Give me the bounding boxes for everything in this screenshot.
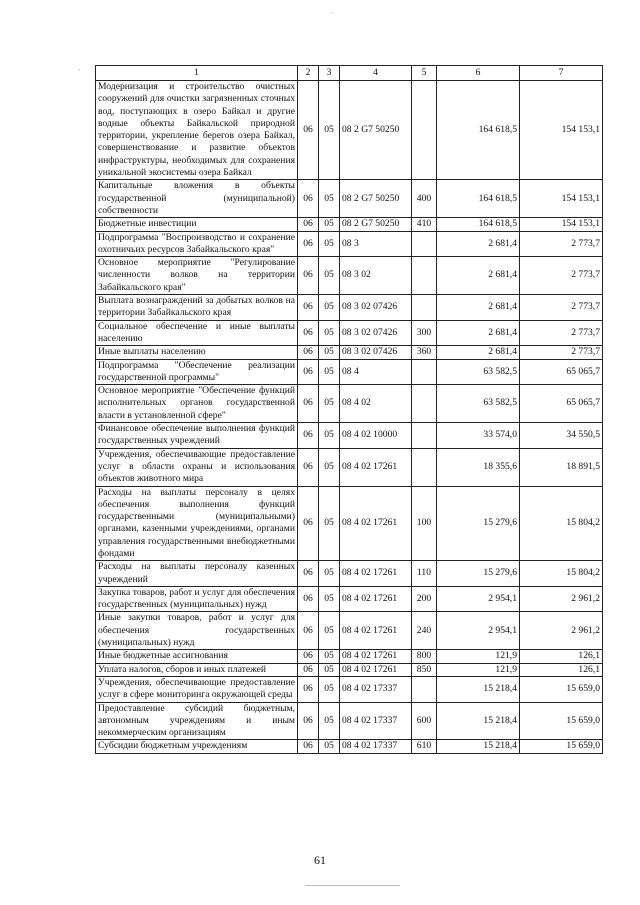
amount-year1-cell: 2 681,4 [437, 346, 520, 359]
expense-type-cell [412, 423, 437, 449]
section-code-cell: 06 [298, 650, 319, 663]
table-row [96, 385, 603, 423]
row-name-cell: Иные выплаты населению [96, 346, 298, 359]
table-row [96, 586, 603, 612]
amount-year1-cell: 18 355,6 [437, 448, 520, 486]
expense-type-cell [412, 385, 437, 423]
target-article-cell: 08 3 02 07426 [340, 320, 412, 346]
target-article-cell: 08 2 G7 50250 [340, 81, 412, 180]
subsection-code-cell: 05 [319, 702, 340, 740]
section-code-cell: 06 [298, 423, 319, 449]
expense-type-cell [412, 676, 437, 702]
row-name-cell: Выплата вознаграждений за добытых волков на территории Забайкальского края [96, 295, 298, 321]
amount-year2-cell: 34 550,5 [520, 423, 603, 449]
table-body [96, 81, 603, 754]
expense-type-cell [412, 359, 437, 385]
subsection-code-cell: 05 [319, 231, 340, 257]
section-code-cell: 06 [298, 359, 319, 385]
column-header: 5 [412, 66, 437, 81]
expense-type-cell [412, 231, 437, 257]
amount-year2-cell: 2 773,7 [520, 320, 603, 346]
amount-year2-cell: 154 153,1 [520, 180, 603, 218]
subsection-code-cell: 05 [319, 740, 340, 753]
subsection-code-cell: 05 [319, 385, 340, 423]
expense-type-cell [412, 295, 437, 321]
target-article-cell: 08 4 02 17261 [340, 448, 412, 486]
amount-year2-cell: 15 804,2 [520, 486, 603, 561]
footer-rule [305, 885, 400, 886]
amount-year1-cell: 15 218,4 [437, 676, 520, 702]
amount-year2-cell: 2 773,7 [520, 346, 603, 359]
section-code-cell: 06 [298, 702, 319, 740]
section-code-cell: 06 [298, 486, 319, 561]
amount-year2-cell: 2 773,7 [520, 295, 603, 321]
table-row [96, 702, 603, 740]
section-code-cell: 06 [298, 295, 319, 321]
target-article-cell: 08 4 02 [340, 385, 412, 423]
table-row [96, 612, 603, 650]
table-header-row [96, 66, 603, 81]
row-name-cell: Расходы на выплаты персоналу в целях обеспечения выполнения функций государственными (муниципальными) органами, казенными учреждениями, органами управления государственными внебюджетными фондами [96, 486, 298, 561]
section-code-cell: 06 [298, 231, 319, 257]
table-row [96, 81, 603, 180]
amount-year2-cell: 126,1 [520, 650, 603, 663]
amount-year2-cell: 65 065,7 [520, 385, 603, 423]
target-article-cell: 08 4 02 17261 [340, 663, 412, 676]
amount-year1-cell: 164 618,5 [437, 81, 520, 180]
table-row [96, 218, 603, 231]
expense-type-cell: 300 [412, 320, 437, 346]
amount-year2-cell: 18 891,5 [520, 448, 603, 486]
target-article-cell: 08 4 02 17337 [340, 702, 412, 740]
amount-year1-cell: 121,9 [437, 650, 520, 663]
amount-year1-cell: 15 218,4 [437, 702, 520, 740]
target-article-cell: 08 4 02 17261 [340, 586, 412, 612]
row-name-cell: Расходы на выплаты персоналу казенных учреждений [96, 561, 298, 587]
page-number: 61 [314, 853, 326, 867]
amount-year2-cell: 15 804,2 [520, 561, 603, 587]
amount-year2-cell: 2 773,7 [520, 257, 603, 295]
expense-type-cell: 240 [412, 612, 437, 650]
expense-type-cell: 200 [412, 586, 437, 612]
subsection-code-cell: 05 [319, 612, 340, 650]
section-code-cell: 06 [298, 320, 319, 346]
amount-year1-cell: 2 681,4 [437, 257, 520, 295]
section-code-cell: 06 [298, 740, 319, 753]
amount-year1-cell: 15 279,6 [437, 561, 520, 587]
subsection-code-cell: 05 [319, 180, 340, 218]
scan-mark: · [331, 9, 334, 18]
amount-year2-cell: 2 961,2 [520, 586, 603, 612]
column-header: 6 [437, 66, 520, 81]
amount-year1-cell: 164 618,5 [437, 180, 520, 218]
row-name-cell: Основное мероприятие "Обеспечение функций исполнительных органов государственной власти в установленной сфере" [96, 385, 298, 423]
target-article-cell: 08 4 02 17261 [340, 612, 412, 650]
section-code-cell: 06 [298, 676, 319, 702]
section-code-cell: 06 [298, 448, 319, 486]
subsection-code-cell: 05 [319, 448, 340, 486]
subsection-code-cell: 05 [319, 218, 340, 231]
row-name-cell: Уплата налогов, сборов и иных платежей [96, 663, 298, 676]
subsection-code-cell: 05 [319, 295, 340, 321]
expense-type-cell: 800 [412, 650, 437, 663]
row-name-cell: Учреждения, обеспечивающие предоставление услуг в области охраны и использования объектов животного мира [96, 448, 298, 486]
row-name-cell: Социальное обеспечение и иные выплаты населению [96, 320, 298, 346]
table-row [96, 257, 603, 295]
table-row [96, 740, 603, 753]
amount-year2-cell: 15 659,0 [520, 676, 603, 702]
section-code-cell: 06 [298, 218, 319, 231]
table-row [96, 676, 603, 702]
table-row [96, 486, 603, 561]
expense-type-cell: 400 [412, 180, 437, 218]
target-article-cell: 08 2 G7 50250 [340, 180, 412, 218]
table-row [96, 359, 603, 385]
section-code-cell: 06 [298, 663, 319, 676]
subsection-code-cell: 05 [319, 346, 340, 359]
amount-year2-cell: 15 659,0 [520, 740, 603, 753]
column-header: 1 [96, 66, 298, 81]
section-code-cell: 06 [298, 180, 319, 218]
subsection-code-cell: 05 [319, 486, 340, 561]
column-header: 3 [319, 66, 340, 81]
row-name-cell: Основное мероприятие "Регулирование численности волков на территории Забайкальского края" [96, 257, 298, 295]
target-article-cell: 08 3 02 [340, 257, 412, 295]
target-article-cell: 08 4 02 17261 [340, 650, 412, 663]
target-article-cell: 08 4 02 10000 [340, 423, 412, 449]
amount-year1-cell: 63 582,5 [437, 359, 520, 385]
subsection-code-cell: 05 [319, 561, 340, 587]
amount-year1-cell: 121,9 [437, 663, 520, 676]
column-header: 7 [520, 66, 603, 81]
table-row [96, 650, 603, 663]
amount-year2-cell: 2 773,7 [520, 231, 603, 257]
section-code-cell: 06 [298, 561, 319, 587]
row-name-cell: Субсидии бюджетным учреждениям [96, 740, 298, 753]
amount-year1-cell: 15 218,4 [437, 740, 520, 753]
amount-year1-cell: 2 681,4 [437, 231, 520, 257]
section-code-cell: 06 [298, 81, 319, 180]
target-article-cell: 08 3 [340, 231, 412, 257]
expense-type-cell: 410 [412, 218, 437, 231]
expense-type-cell [412, 257, 437, 295]
subsection-code-cell: 05 [319, 423, 340, 449]
subsection-code-cell: 05 [319, 663, 340, 676]
target-article-cell: 08 2 G7 50250 [340, 218, 412, 231]
amount-year1-cell: 15 279,6 [437, 486, 520, 561]
expense-type-cell: 100 [412, 486, 437, 561]
row-name-cell: Подпрограмма "Воспроизводство и сохранение охотничьих ресурсов Забайкальского края" [96, 231, 298, 257]
row-name-cell: Учреждения, обеспечивающие предоставление услуг в сфере мониторинга окружающей среды [96, 676, 298, 702]
row-name-cell: Капитальные вложения в объекты государственной (муниципальной) собственности [96, 180, 298, 218]
row-name-cell: Иные закупки товаров, работ и услуг для обеспечения государственных (муниципальных) нужд [96, 612, 298, 650]
row-name-cell: Закупка товаров, работ и услуг для обеспечения государственных (муниципальных) нужд [96, 586, 298, 612]
amount-year2-cell: 2 961,2 [520, 612, 603, 650]
expense-type-cell: 850 [412, 663, 437, 676]
subsection-code-cell: 05 [319, 676, 340, 702]
amount-year1-cell: 164 618,5 [437, 218, 520, 231]
table-row [96, 346, 603, 359]
expense-type-cell: 610 [412, 740, 437, 753]
row-name-cell: Модернизация и строительство очистных сооружений для очистки загрязненных сточных вод, поступающих в озеро Байкал и другие водные объекты Байкальской природной территории, укрепление берегов озера Байкал, совершенствование и развитие объектов инфраструктуры, необходимых для сохранения уникальной экосистемы озера Байкал [96, 81, 298, 180]
amount-year1-cell: 63 582,5 [437, 385, 520, 423]
subsection-code-cell: 05 [319, 81, 340, 180]
subsection-code-cell: 05 [319, 650, 340, 663]
target-article-cell: 08 4 02 17337 [340, 676, 412, 702]
budget-table [95, 65, 603, 754]
amount-year1-cell: 2 681,4 [437, 320, 520, 346]
column-header: 2 [298, 66, 319, 81]
table-row [96, 561, 603, 587]
amount-year2-cell: 15 659,0 [520, 702, 603, 740]
target-article-cell: 08 4 [340, 359, 412, 385]
table-row [96, 180, 603, 218]
scan-mark: · [78, 66, 81, 75]
column-header: 4 [340, 66, 412, 81]
expense-type-cell: 600 [412, 702, 437, 740]
section-code-cell: 06 [298, 612, 319, 650]
table-row [96, 448, 603, 486]
subsection-code-cell: 05 [319, 320, 340, 346]
table-row [96, 231, 603, 257]
amount-year1-cell: 2 681,4 [437, 295, 520, 321]
target-article-cell: 08 3 02 07426 [340, 295, 412, 321]
section-code-cell: 06 [298, 385, 319, 423]
table-row [96, 423, 603, 449]
table-row [96, 320, 603, 346]
target-article-cell: 08 3 02 07426 [340, 346, 412, 359]
amount-year1-cell: 33 574,0 [437, 423, 520, 449]
expense-type-cell [412, 448, 437, 486]
target-article-cell: 08 4 02 17337 [340, 740, 412, 753]
row-name-cell: Подпрограмма "Обеспечение реализации государственной программы" [96, 359, 298, 385]
amount-year2-cell: 126,1 [520, 663, 603, 676]
amount-year2-cell: 65 065,7 [520, 359, 603, 385]
row-name-cell: Предоставление субсидий бюджетным, автономным учреждениям и иным некоммерческим организациям [96, 702, 298, 740]
expense-type-cell: 110 [412, 561, 437, 587]
amount-year2-cell: 154 153,1 [520, 218, 603, 231]
table-row [96, 663, 603, 676]
expense-type-cell: 360 [412, 346, 437, 359]
expense-type-cell [412, 81, 437, 180]
subsection-code-cell: 05 [319, 586, 340, 612]
target-article-cell: 08 4 02 17261 [340, 486, 412, 561]
amount-year1-cell: 2 954,1 [437, 586, 520, 612]
subsection-code-cell: 05 [319, 359, 340, 385]
target-article-cell: 08 4 02 17261 [340, 561, 412, 587]
row-name-cell: Бюджетные инвестиции [96, 218, 298, 231]
row-name-cell: Финансовое обеспечение выполнения функций государственных учреждений [96, 423, 298, 449]
row-name-cell: Иные бюджетные ассигнования [96, 650, 298, 663]
section-code-cell: 06 [298, 586, 319, 612]
table-row [96, 295, 603, 321]
section-code-cell: 06 [298, 346, 319, 359]
subsection-code-cell: 05 [319, 257, 340, 295]
amount-year2-cell: 154 153,1 [520, 81, 603, 180]
amount-year1-cell: 2 954,1 [437, 612, 520, 650]
section-code-cell: 06 [298, 257, 319, 295]
